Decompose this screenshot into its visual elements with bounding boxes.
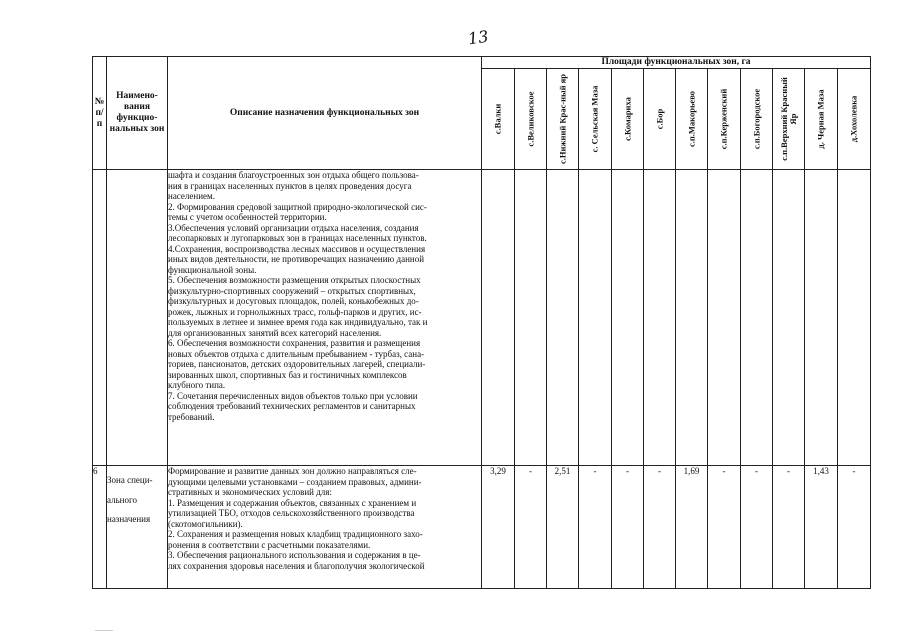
- text-line: населением.: [168, 191, 215, 201]
- header-zone-0: [482, 69, 515, 170]
- text-line: лях сохранения здоровья населения и благополучия экологической: [168, 560, 425, 571]
- header-zone-8: [741, 69, 773, 170]
- text-line: (скотомогильники).: [168, 518, 243, 529]
- header-zone-4: [612, 69, 644, 170]
- row-6-area-value: -: [741, 466, 773, 589]
- row-6-zone-name: [107, 466, 168, 589]
- header-zone-label: с.п.Верхний Красный Яр: [778, 77, 798, 161]
- row-6-area-value: 2,51: [547, 466, 579, 589]
- header-zone-5: [644, 69, 676, 170]
- header-description: Описание назначения функциональных зон: [168, 57, 482, 170]
- zones-table: [92, 56, 871, 589]
- header-zone-10: [805, 69, 838, 170]
- text-line: стративных и экономических условий для:: [168, 487, 332, 497]
- header-zone-label: д. Черная Маза: [815, 89, 826, 149]
- text-line: темы с учетом особенностей территории.: [168, 212, 327, 222]
- text-line: новых объектов отдыха с длительным пребыванием - турбаз, сана-: [168, 348, 425, 359]
- text-line: 5. Обеспечения возможности размещения открытых плоскостных: [168, 275, 421, 285]
- text-line: лесопарковых и лугопарковых зон в границах населенных пунктов.: [168, 233, 427, 243]
- text-line: 2. Сохранения и размещения новых кладбищ традиционного захо-: [168, 529, 423, 539]
- text-line: ального: [107, 494, 137, 505]
- header-zone-label: с.п.Керженский: [718, 88, 729, 150]
- header-zone-label: с.Великовское: [525, 91, 535, 147]
- text-line: Зона специ-: [107, 475, 153, 485]
- text-line: соблюдения требований технических регламентов и санитарных: [168, 401, 416, 411]
- text-line: 7. Сочетания перечисленных видов объектов только при условии: [168, 390, 418, 401]
- header-zone-label: с.п.Богородское: [751, 88, 761, 150]
- text-line: физкультурных и досуговых площадок, полей, конькобежных до-: [168, 296, 419, 306]
- text-line: ториев, пансионатов, детских оздоровительных лагерей, специали-: [168, 359, 426, 369]
- row-6-area-value: -: [773, 466, 805, 589]
- header-zone-7: [708, 69, 741, 170]
- text-line: 2. Формирования средовой защитной природно-экологической сис-: [168, 201, 427, 212]
- header-zone-label: с.Валки: [492, 103, 503, 135]
- text-line: 6. Обеспечения возможности сохранения, развития и размещения: [168, 338, 421, 348]
- text-line: Формирование и развитие данных зон должно направляться сле-: [168, 466, 417, 476]
- text-line: требований.: [168, 411, 215, 422]
- header-zone-label: д.Хохолевка: [848, 95, 859, 143]
- text-line: 4.Сохранения, воспроизводства лесных массивов и осуществления: [168, 243, 426, 254]
- row-6-area-value: 1,69: [676, 466, 708, 589]
- header-areas-group: Площади функциональных зон, га: [482, 57, 871, 69]
- description-continued: [168, 170, 482, 466]
- page-number: 13: [466, 26, 490, 49]
- text-line: зированных школ, спортивных баз и гостиничных комплексов: [168, 369, 407, 380]
- header-num: № п/ п: [93, 57, 107, 170]
- text-line: для организованных занятий всех категорий населения.: [168, 327, 382, 338]
- row-6-area-value: -: [838, 466, 871, 589]
- header-zone-label: с.п.Макорьево: [686, 91, 696, 148]
- header-zone-11: [838, 69, 871, 170]
- text-line: 3. Обеспечения рационального использования и содержания в це-: [168, 550, 421, 560]
- text-line: физкультурно-спортивных сооружений – открытых спортивных,: [168, 285, 416, 296]
- row-6-area-value: -: [579, 466, 612, 589]
- row-6-area-value: 1,43: [805, 466, 838, 589]
- text-line: шафта и создания благоустроенных зон отдыха общего пользова-: [168, 170, 419, 180]
- text-line: иных видов деятельности, не противоречащих назначению данной: [168, 254, 425, 264]
- header-zone-label: с.Комариха: [622, 97, 632, 141]
- cell-num-continued: [93, 170, 107, 466]
- text-line: утилизацией ТБО, отходов сельскохозяйственного производства: [168, 508, 415, 518]
- row-6-area-value: 3,29: [482, 466, 515, 589]
- header-zone-9: [773, 69, 805, 170]
- cell-name-continued: [107, 170, 168, 466]
- row-6-area-value: -: [612, 466, 644, 589]
- row-6-area-value: -: [515, 466, 547, 589]
- text-line: клубного типа.: [168, 380, 226, 390]
- header-zone-1: [515, 69, 547, 170]
- text-line: 1. Размещения и содержания объектов, связанных с хранением и: [168, 497, 417, 508]
- text-line: ния в границах населенных пунктов в целях проведения досуга: [168, 180, 412, 191]
- header-zone-2: [547, 69, 579, 170]
- text-line: функциональной зоны.: [168, 264, 257, 275]
- text-line: рожек, лыжных и горнолыжных трасс, гольф-парков и других, ис-: [168, 306, 422, 317]
- bottom-mark: [95, 630, 113, 635]
- header-zone-6: [676, 69, 708, 170]
- row-6-description: [168, 466, 482, 589]
- header-zone-label: с. Сельская Маза: [589, 85, 600, 153]
- header-zone-label: с.Бор: [654, 108, 664, 130]
- header-zone-label: с.Нижний Крас-ный яр: [557, 74, 567, 165]
- header-zone-3: [579, 69, 612, 170]
- row-6-area-value: -: [708, 466, 741, 589]
- text-line: ронения в соответствии с расчетными показателями.: [168, 539, 371, 550]
- row-6-num: 6: [93, 466, 107, 589]
- text-line: пользуемых в летнее и зимнее время года как индивидуально, так и: [168, 317, 428, 327]
- text-line: дующими целевыми установками – созданием правовых, админи-: [168, 476, 422, 487]
- header-zone-name: Наимено-вания функцио-нальных зон: [107, 57, 168, 170]
- row-6-area-value: -: [644, 466, 676, 589]
- text-line: назначения: [107, 514, 151, 524]
- text-line: 3.Обеспечения условий организации отдыха населения, создания: [168, 222, 419, 233]
